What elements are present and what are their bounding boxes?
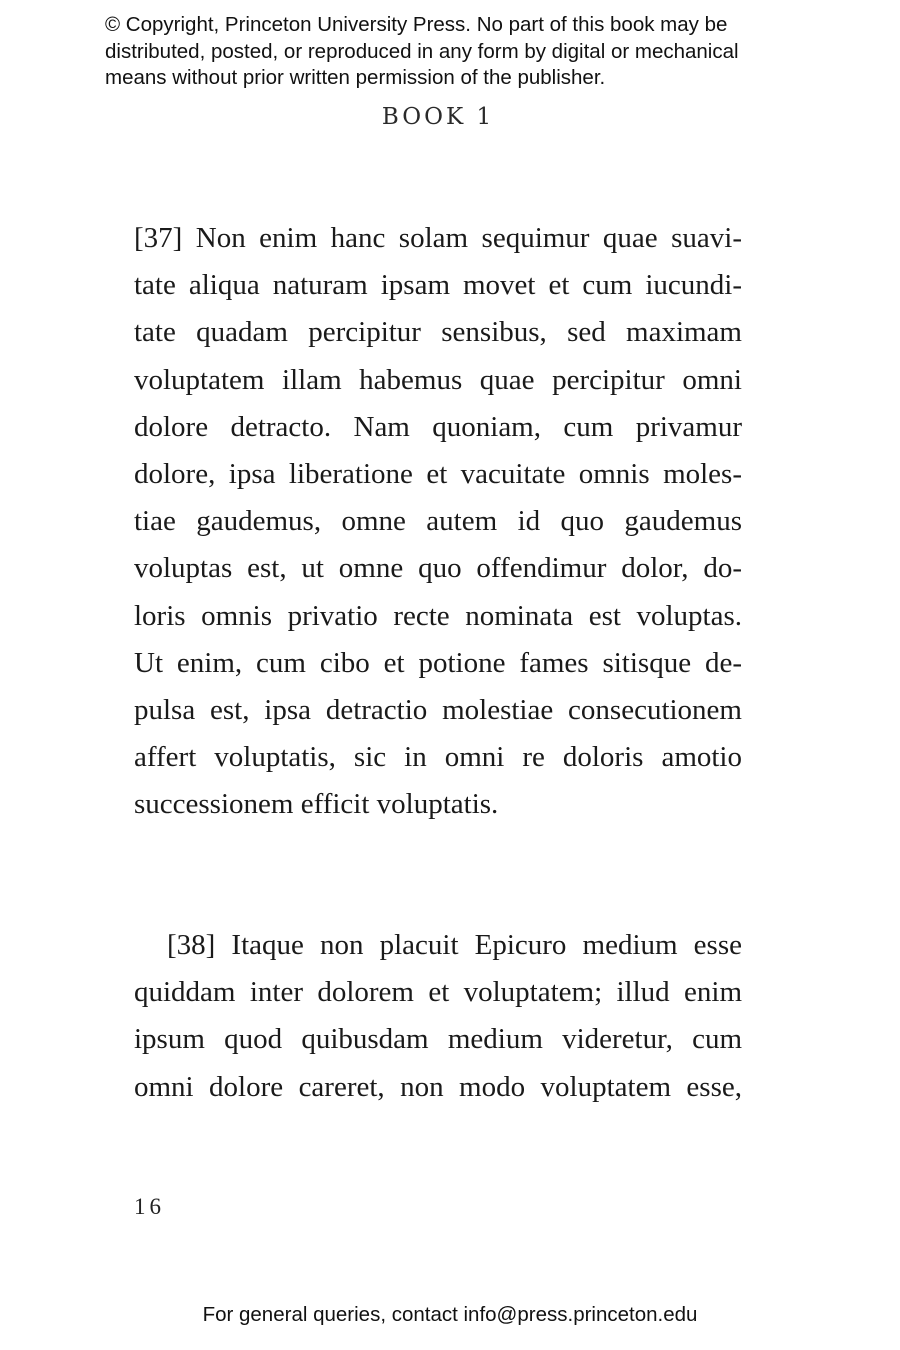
text-line: quiddam inter dolorem et voluptatem; illud enim (134, 976, 742, 1009)
paragraph-37 (134, 215, 742, 829)
text-line: loris omnis privatio recte nominata est voluptas. (134, 599, 742, 632)
text-line: ipsum quod quibusdam medium videretur, cum (134, 1023, 742, 1056)
text-line: tiae gaudemus, omne autem id quo gaudemus (134, 505, 742, 538)
footer-contact: For general queries, contact info@press.princeton.edu (202, 1303, 698, 1326)
text-line: [38] Itaque non placuit Epicuro medium esse (167, 929, 742, 961)
text-line: omni dolore careret, non modo voluptatem esse, (134, 1070, 742, 1103)
text-line: dolore detracto. Nam quoniam, cum privamur (134, 410, 742, 443)
copyright-line: distributed, posted, or reproduced in any form by digital or mechanical (105, 39, 739, 63)
copyright-line: means without prior written permission of the publisher. (105, 66, 606, 89)
running-head: BOOK 1 (381, 104, 495, 130)
copyright-line: © Copyright, Princeton University Press. No part of this book may be (105, 13, 728, 36)
text-line: successionem efficit voluptatis. (134, 788, 499, 821)
text-line: dolore, ipsa liberatione et vacuitate omnis moles- (134, 458, 742, 491)
text-line: voluptatem illam habemus quae percipitur omni (134, 363, 742, 396)
text-line: voluptas est, ut omne quo offendimur dolor, do- (134, 552, 742, 585)
copyright-notice (105, 12, 825, 92)
page-number: 16 (134, 1194, 165, 1219)
text-line: pulsa est, ipsa detractio molestiae consecutionem (134, 694, 742, 727)
text-line: tate quadam percipitur sensibus, sed maximam (134, 316, 742, 349)
text-line: [37] Non enim hanc solam sequimur quae suavi- (134, 222, 742, 254)
text-line: affert voluptatis, sic in omni re doloris amotio (134, 741, 742, 774)
paragraph-38 (134, 922, 742, 1111)
text-line: tate aliqua naturam ipsam movet et cum iucundi- (134, 269, 742, 302)
text-line: Ut enim, cum cibo et potione fames sitisque de- (134, 646, 742, 679)
